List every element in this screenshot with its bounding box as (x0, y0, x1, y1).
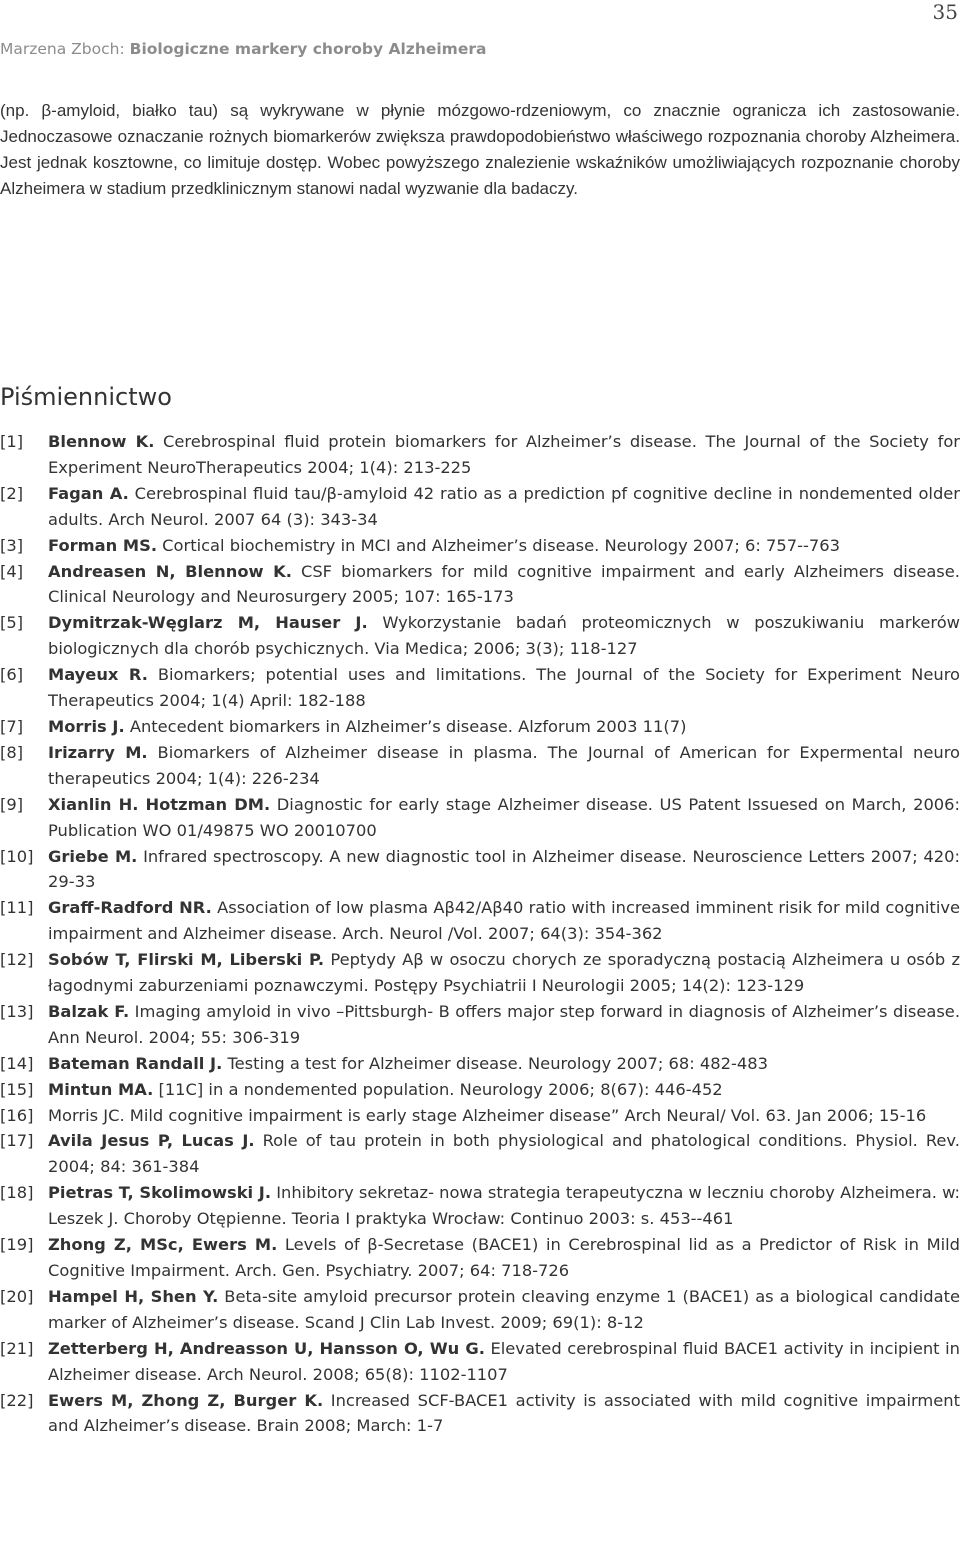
reference-text: Role of tau protein in both physiological and phatological conditions. Physiol. Rev. 2004; 84: 361-384 (48, 1131, 960, 1177)
reference-number: [2] (0, 483, 24, 503)
section-heading: Piśmiennictwo (0, 383, 172, 411)
reference-body (48, 1103, 960, 1129)
reference-number: [3] (0, 535, 24, 555)
reference-item (0, 999, 960, 1051)
reference-number: [4] (0, 561, 24, 581)
reference-number: [5] (0, 613, 24, 633)
reference-body (48, 481, 960, 533)
reference-text: Diagnostic for early stage Alzheimer disease. US Patent Issuesed on March, 2006: Publication WO 01/49875 WO 20010700 (48, 794, 960, 840)
reference-item (0, 1232, 960, 1284)
reference-item (0, 947, 960, 999)
reference-body (48, 844, 960, 896)
reference-text: Testing a test for Alzheimer disease. Neurology 2007; 68: 482-483 (222, 1053, 768, 1073)
reference-authors: Graff-Radford NR. (48, 898, 212, 918)
reference-authors: Mintun MA. (48, 1079, 154, 1099)
reference-text: [11C] in a nondemented population. Neurology 2006; 8(67): 446-452 (153, 1079, 723, 1099)
reference-body (48, 610, 960, 662)
reference-authors: Zetterberg H, Andreasson U, Hansson O, Wu G. (48, 1338, 485, 1358)
reference-text: Increased SCF-BACE1 activity is associated with mild cognitive impairment and Alzheimer’s disease. Brain 2008; March: 1-7 (48, 1390, 960, 1436)
running-head (0, 40, 486, 58)
reference-body (48, 662, 960, 714)
reference-number: [9] (0, 794, 24, 814)
reference-number: [10] (0, 846, 34, 866)
reference-item (0, 429, 960, 481)
reference-item (0, 1051, 960, 1077)
reference-number: [7] (0, 716, 24, 736)
reference-text: Peptydy Aβ w osoczu chorych ze sporadyczną postacią Alzheimera u osób z łagodnymi zaburzeniami poznawczymi. Postępy Psychiatrii I Neurologii 2005; 14(2): 123-129 (48, 950, 960, 996)
reference-body (48, 533, 960, 559)
reference-item (0, 481, 960, 533)
reference-body (48, 1180, 960, 1232)
reference-body (48, 792, 960, 844)
reference-body (48, 1051, 960, 1077)
reference-number: [19] (0, 1235, 34, 1255)
intro-paragraph: (np. β-amyloid, białko tau) są wykrywane w płynie mózgowo-rdzeniowym, co znacznie ogranicza ich zastosowanie. Jednoczasowe oznaczanie rożnych biomarkerów zwiększa prawdopodobieństwo właściwego rozpoznania choroby Alzheimera. Jest jednak kosztowne, co limituje dostęp. Wobec powyższego znalezienie wskaźników umożliwiających rozpoznanie choroby Alzheimera w stadium przedklinicznym stanowi nadal wyzwanie dla badaczy. (0, 101, 960, 198)
reference-number: [22] (0, 1390, 34, 1410)
reference-number: [13] (0, 1001, 34, 1021)
reference-authors: Dymitrzak-Węglarz M, Hauser J. (48, 613, 368, 633)
reference-authors: Andreasen N, Blennow K. (48, 561, 292, 581)
reference-body (48, 1232, 960, 1284)
reference-authors: Hampel H, Shen Y. (48, 1286, 219, 1306)
reference-item (0, 1336, 960, 1388)
reference-body (48, 559, 960, 611)
reference-text: Biomarkers; potential uses and limitations. The Journal of the Society for Experiment Neuro Therapeutics 2004; 1(4) April: 182-188 (48, 665, 960, 711)
reference-body (48, 714, 960, 740)
reference-item (0, 1284, 960, 1336)
reference-number: [17] (0, 1131, 34, 1151)
reference-item (0, 740, 960, 792)
reference-number: [14] (0, 1053, 34, 1073)
reference-body (48, 895, 960, 947)
reference-number: [12] (0, 950, 34, 970)
reference-number: [15] (0, 1079, 34, 1099)
reference-authors: Zhong Z, MSc, Ewers M. (48, 1235, 278, 1255)
reference-authors: Forman MS. (48, 535, 157, 555)
reference-text: Association of low plasma Aβ42/Aβ40 ratio with increased imminent risik for mild cognitive impairment and Alzheimer disease. Arch. Neurol /Vol. 2007; 64(3): 354-362 (48, 898, 960, 944)
reference-authors: Blennow K. (48, 432, 155, 451)
reference-authors: Ewers M, Zhong Z, Burger K. (48, 1390, 324, 1410)
reference-number: [18] (0, 1183, 34, 1203)
reference-authors: Fagan A. (48, 483, 129, 503)
reference-text: Cerebrospinal fluid tau/β-amyloid 42 ratio as a prediction pf cognitive decline in nondemented older adults. Arch Neurol. 2007 64 (3): 343-34 (48, 483, 960, 529)
reference-text: CSF biomarkers for mild cognitive impairment and early Alzheimers disease. Clinical Neurology and Neurosurgery 2005; 107: 165-173 (48, 561, 960, 607)
running-head-title: Biologiczne markery choroby Alzheimera (129, 40, 487, 58)
reference-text: Elevated cerebrospinal fluid BACE1 activity in incipient in Alzheimer disease. Arch Neurol. 2008; 65(8): 1102-1107 (48, 1338, 960, 1384)
running-head-author: Marzena Zboch: (0, 40, 125, 58)
reference-authors: Sobów T, Flirski M, Liberski P. (48, 950, 325, 970)
reference-number: [11] (0, 898, 34, 918)
reference-text: Beta-site amyloid precursor protein cleaving enzyme 1 (BACE1) as a biological candidate marker of Alzheimer’s disease. Scand J Clin Lab Invest. 2009; 69(1): 8-12 (48, 1286, 960, 1332)
reference-item (0, 1388, 960, 1440)
reference-body (48, 947, 960, 999)
reference-text: Imaging amyloid in vivo –Pittsburgh- B offers major step forward in diagnosis of Alzheimer’s disease. Ann Neurol. 2004; 55: 306-319 (48, 1001, 960, 1047)
reference-item (0, 1103, 960, 1129)
reference-body (48, 429, 960, 481)
reference-list (0, 429, 960, 1439)
reference-body (48, 999, 960, 1051)
reference-item (0, 895, 960, 947)
reference-body (48, 1077, 960, 1103)
reference-text: Levels of β-Secretase (BACE1) in Cerebrospinal lid as a Predictor of Risk in Mild Cognitive Impairment. Arch. Gen. Psychiatry. 2007; 64: 718-726 (48, 1235, 960, 1280)
reference-body (48, 1388, 960, 1440)
reference-body (48, 1336, 960, 1388)
reference-body (48, 740, 960, 792)
reference-item (0, 662, 960, 714)
reference-item (0, 559, 960, 611)
reference-item (0, 714, 960, 740)
reference-number: [6] (0, 665, 24, 685)
reference-text: Infrared spectroscopy. A new diagnostic tool in Alzheimer disease. Neuroscience Letters 2007; 420: 29-33 (48, 846, 960, 892)
reference-text: Inhibitory sekretaz- nowa strategia terapeutyczna w leczniu choroby Alzheimera. w: Leszek J. Choroby Otępienne. Teoria I praktyka Wrocław: Continuo 2003: s. 453--461 (48, 1183, 960, 1229)
reference-text: Cerebrospinal fluid protein biomarkers for Alzheimer’s disease. The Journal of the Society for Experiment NeuroTherapeutics 2004; 1(4): 213-225 (48, 432, 960, 477)
reference-text: Cortical biochemistry in MCI and Alzheimer’s disease. Neurology 2007; 6: 757--763 (157, 535, 840, 555)
reference-body (48, 1128, 960, 1180)
page-number: 35 (932, 0, 958, 24)
reference-text: Wykorzystanie badań proteomicznych w poszukiwaniu markerów biologicznych dla chorób psychicznych. Via Medica; 2006; 3(3); 118-127 (48, 613, 960, 659)
reference-number: [16] (0, 1105, 34, 1125)
reference-item (0, 844, 960, 896)
reference-authors: Pietras T, Skolimowski J. (48, 1183, 272, 1203)
reference-text: Morris JC. Mild cognitive impairment is early stage Alzheimer disease” Arch Neural/ Vol. 63. Jan 2006; 15-16 (48, 1105, 927, 1125)
reference-item (0, 533, 960, 559)
reference-number: [20] (0, 1286, 34, 1306)
reference-authors: Mayeux R. (48, 665, 148, 685)
reference-item (0, 1180, 960, 1232)
reference-body (48, 1284, 960, 1336)
reference-text: Biomarkers of Alzheimer disease in plasma. The Journal of American for Expermental neuro therapeutics 2004; 1(4): 226-234 (48, 742, 960, 788)
reference-item (0, 1077, 960, 1103)
reference-item (0, 792, 960, 844)
reference-number: [8] (0, 742, 24, 762)
reference-number: [21] (0, 1338, 34, 1358)
reference-authors: Bateman Randall J. (48, 1053, 223, 1073)
reference-item (0, 610, 960, 662)
reference-authors: Irizarry M. (48, 742, 148, 762)
reference-authors: Xianlin H. Hotzman DM. (48, 794, 271, 814)
reference-item (0, 1128, 960, 1180)
reference-number: [1] (0, 432, 24, 451)
reference-text: Antecedent biomarkers in Alzheimer’s disease. Alzforum 2003 11(7) (124, 716, 687, 736)
reference-authors: Griebe M. (48, 846, 138, 866)
reference-authors: Morris J. (48, 716, 125, 736)
reference-authors: Balzak F. (48, 1001, 130, 1021)
reference-authors: Avila Jesus P, Lucas J. (48, 1131, 255, 1151)
